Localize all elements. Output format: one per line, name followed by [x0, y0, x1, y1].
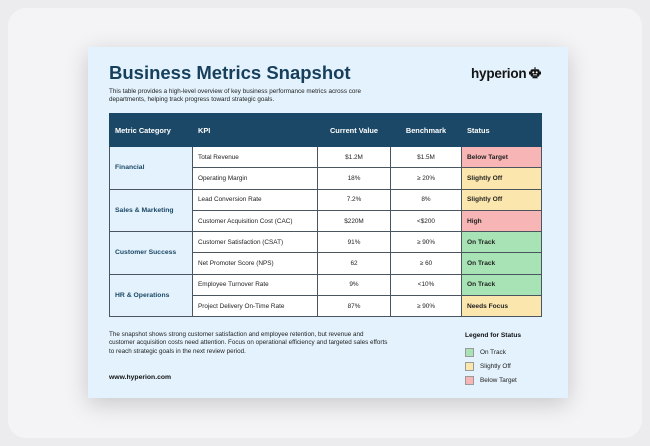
legend-label: Below Target	[480, 376, 517, 384]
status-cell: On Track	[462, 274, 542, 295]
page-description: This table provides a high-level overview of key business performance metrics across core departments, helping track progress toward strategic goals.	[109, 88, 361, 104]
legend-swatch	[465, 362, 474, 371]
summary-text: The snapshot shows strong customer satisfaction and employee retention, but revenue and customer acquisition costs need attention. Focus on operational efficiency and targeted sales efforts to reach strategic goals in the next review period.	[109, 331, 388, 355]
brand-name: hyperion	[471, 65, 527, 81]
status-cell: High	[462, 210, 542, 231]
table-row	[110, 274, 542, 295]
robot-head-icon	[529, 67, 541, 79]
kpi-cell: Lead Conversion Rate	[193, 189, 318, 210]
table-header-row	[110, 114, 542, 147]
legend-swatch	[465, 376, 474, 385]
status-cell: On Track	[462, 253, 542, 274]
status-legend	[465, 332, 555, 387]
category-cell: HR & Operations	[110, 274, 193, 317]
page-title: Business Metrics Snapshot	[109, 62, 351, 83]
benchmark-cell: <10%	[391, 274, 462, 295]
current-value-cell: 91%	[318, 232, 391, 253]
benchmark-cell: 8%	[391, 189, 462, 210]
metrics-table	[109, 113, 542, 317]
status-cell: Slightly Off	[462, 168, 542, 189]
brand-logo	[471, 64, 551, 82]
table-row	[110, 232, 542, 253]
current-value-cell: 87%	[318, 296, 391, 317]
status-cell: Slightly Off	[462, 189, 542, 210]
legend-item	[465, 345, 555, 359]
status-cell: On Track	[462, 232, 542, 253]
header-benchmark: Benchmark	[391, 114, 462, 147]
category-cell: Sales & Marketing	[110, 189, 193, 232]
kpi-cell: Net Promoter Score (NPS)	[193, 253, 318, 274]
table-row	[110, 147, 542, 168]
legend-item	[465, 359, 555, 373]
kpi-cell: Employee Turnover Rate	[193, 274, 318, 295]
kpi-cell: Total Revenue	[193, 147, 318, 168]
current-value-cell: 9%	[318, 274, 391, 295]
current-value-cell: 7.2%	[318, 189, 391, 210]
benchmark-cell: ≥ 90%	[391, 232, 462, 253]
current-value-cell: $220M	[318, 210, 391, 231]
kpi-cell: Customer Acquisition Cost (CAC)	[193, 210, 318, 231]
benchmark-cell: ≥ 90%	[391, 296, 462, 317]
header-current-value: Current Value	[318, 114, 391, 147]
benchmark-cell: <$200	[391, 210, 462, 231]
document-card	[88, 47, 568, 398]
header-status: Status	[462, 114, 542, 147]
current-value-cell: 18%	[318, 168, 391, 189]
status-cell: Needs Focus	[462, 296, 542, 317]
status-cell: Below Target	[462, 147, 542, 168]
header-metric-category: Metric Category	[110, 114, 193, 147]
kpi-cell: Customer Satisfaction (CSAT)	[193, 232, 318, 253]
benchmark-cell: ≥ 20%	[391, 168, 462, 189]
category-cell: Financial	[110, 147, 193, 190]
legend-label: Slightly Off	[480, 362, 511, 370]
header-kpi: KPI	[193, 114, 318, 147]
category-cell: Customer Success	[110, 232, 193, 275]
kpi-cell: Operating Margin	[193, 168, 318, 189]
legend-title: Legend for Status	[465, 332, 522, 339]
legend-label: On Track	[480, 348, 506, 356]
table-row	[110, 189, 542, 210]
kpi-cell: Project Delivery On-Time Rate	[193, 296, 318, 317]
legend-swatch	[465, 348, 474, 357]
current-value-cell: 62	[318, 253, 391, 274]
benchmark-cell: ≥ 60	[391, 253, 462, 274]
benchmark-cell: $1.5M	[391, 147, 462, 168]
legend-item	[465, 373, 555, 387]
current-value-cell: $1.2M	[318, 147, 391, 168]
website-link[interactable]: www.hyperion.com	[109, 374, 172, 381]
